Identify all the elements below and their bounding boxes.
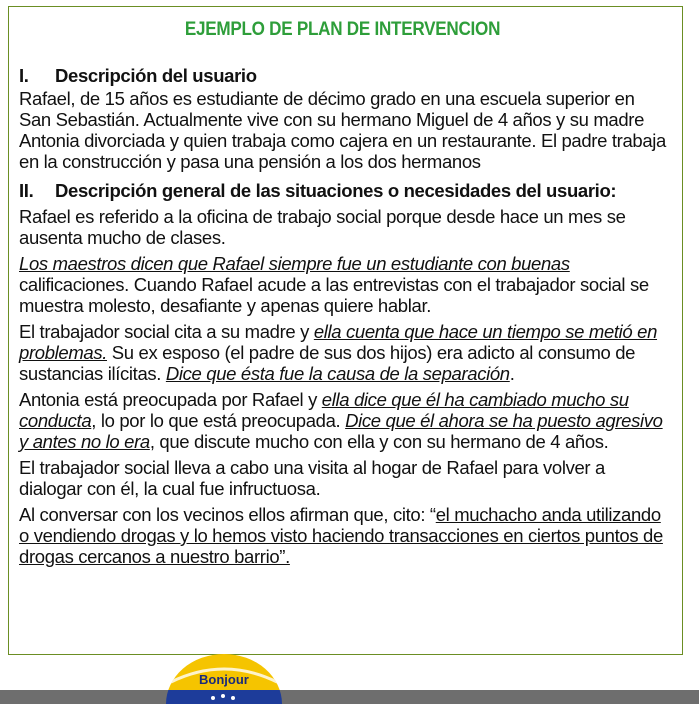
section-2-number: II. bbox=[19, 180, 34, 201]
neighbors-a: Al conversar con los vecinos ellos afirman que, cito: “ bbox=[19, 504, 436, 525]
paragraph-neighbors bbox=[19, 504, 666, 567]
antonia-quote-2: Dice que él ahora se ha puesto agresivo y antes no lo era bbox=[19, 410, 663, 452]
section-1-heading bbox=[19, 65, 666, 86]
bonjour-logo bbox=[163, 652, 285, 704]
paragraph-mother bbox=[19, 321, 666, 384]
logo-text: Bonjour bbox=[199, 672, 249, 687]
footer-band bbox=[0, 690, 699, 704]
antonia-c: , lo por lo que está preocupada. bbox=[91, 410, 346, 431]
mother-quote-2: Dice que ésta fue la causa de la separación bbox=[165, 363, 510, 384]
section-1-title: Descripción del usuario bbox=[55, 65, 257, 86]
page-title: EJEMPLO DE PLAN DE INTERVENCION bbox=[184, 19, 501, 40]
antonia-a: Antonia está preocupada por Rafael y bbox=[19, 389, 322, 410]
teachers-rest: calificaciones. Cuando Rafael acude a las entrevistas con el trabajador social se muestra molesto, desafiante y apenas quiere hablar. bbox=[19, 274, 649, 316]
document-body bbox=[19, 65, 666, 567]
paragraph-home-visit: El trabajador social lleva a cabo una visita al hogar de Rafael para volver a dialogar con él, la cual fue infructuosa. bbox=[19, 457, 605, 499]
paragraph-referral: Rafael es referido a la oficina de trabajo social porque desde hace un mes se ausenta mucho de clases. bbox=[19, 206, 626, 248]
mother-e: . bbox=[509, 363, 515, 384]
paragraph-antonia bbox=[19, 389, 666, 452]
section-2-title: Descripción general de las situaciones o necesidades del usuario: bbox=[55, 180, 617, 201]
content-frame bbox=[8, 6, 683, 655]
mother-c: Su ex esposo (el padre de sus dos hijos) era adicto al consumo de sustancias ilícitas. bbox=[19, 342, 636, 384]
antonia-quote-1: ella dice que él ha cambiado mucho su conducta bbox=[19, 389, 629, 431]
mother-a: El trabajador social cita a su madre y bbox=[19, 321, 314, 342]
section-2-heading bbox=[19, 180, 666, 201]
section-1-number: I. bbox=[19, 65, 29, 86]
antonia-e: , que discute mucho con ella y con su hermano de 4 años. bbox=[149, 431, 609, 452]
mother-quote-1: ella cuenta que hace un tiempo se metió en problemas. bbox=[19, 321, 658, 363]
section-1-text: Rafael, de 15 años es estudiante de décimo grado en una escuela superior en San Sebastián. Actualmente vive con su hermano Miguel de 4 años y su madre Antonia divorciada y quien trabaja como cajera en un restaurante. El padre trabaja en la construcción y pasa una pensión a los dos hermanos bbox=[19, 88, 666, 172]
teachers-quote: Los maestros dicen que Rafael siempre fue un estudiante con buenas bbox=[19, 253, 570, 274]
neighbors-quote: el muchacho anda utilizando o vendiendo drogas y lo hemos visto haciendo transacciones en ciertos puntos de drogas cercanos a nuestro barrio”. bbox=[19, 504, 663, 567]
paragraph-teachers bbox=[19, 253, 666, 316]
